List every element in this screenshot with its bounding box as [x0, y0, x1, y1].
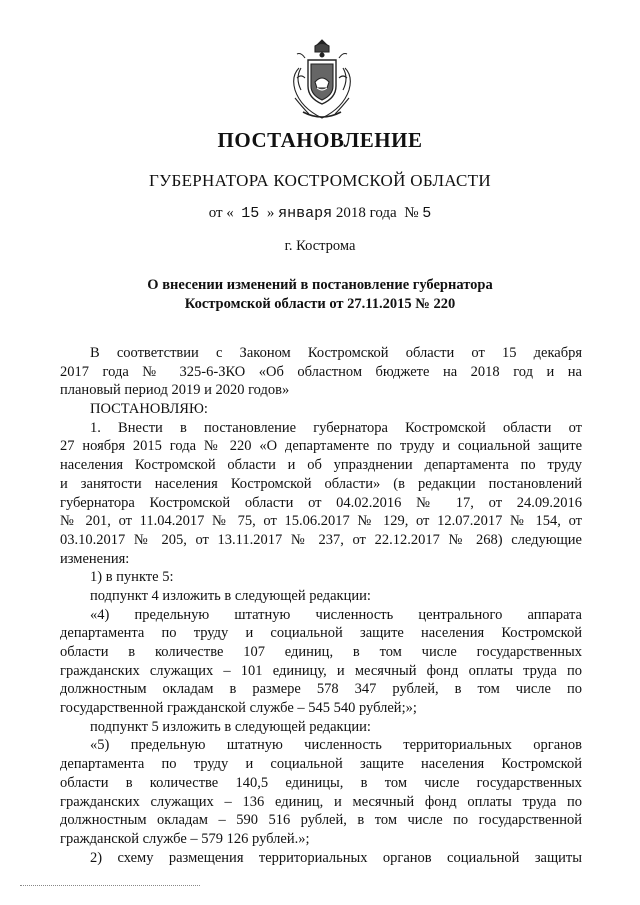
body-line: ПОСТАНОВЛЯЮ:: [90, 401, 208, 418]
date-prefix: от «: [208, 205, 234, 221]
body-line: подпункт 4 изложить в следующей редакции:: [90, 587, 371, 604]
number-prefix: №: [404, 205, 419, 221]
body-line: области в количестве 107 единиц, в том числе государственных: [60, 644, 582, 660]
body-line: департамента по труду и социальной защите населения Костромской: [60, 625, 582, 642]
body-line: гражданской службе – 579 126 рублей.»;: [60, 830, 310, 847]
body-line: должностным окладам – 590 516 рублей, в том числе по государственной: [60, 812, 582, 829]
body-line: департамента по труду и социальной защите населения Костромской: [60, 756, 582, 773]
body-line: 1. Внести в постановление губернатора Костромской области от: [90, 419, 582, 436]
subject-line: О внесении изменений в постановление губернатора: [147, 277, 493, 293]
body-line: 03.10.2017 № 205, от 13.11.2017 № 237, от 22.12.2017 № 268) следующие: [60, 531, 582, 548]
body-line: должностным окладам в размере 578 347 рублей, в том числе по: [60, 681, 582, 698]
body-line: № 201, от 11.04.2017 № 75, от 15.06.2017 № 129, от 12.07.2017 № 154, от: [60, 513, 582, 530]
date-month-separator: »: [266, 205, 275, 221]
body-line: и занятости населения Костромской области» (в редакции постановлений: [60, 475, 582, 492]
coat-of-arms-emblem: [291, 38, 353, 122]
subject-line: Костромской области от 27.11.2015 № 220: [184, 296, 456, 312]
body-line: 27 ноября 2015 года № 220 «О департаменте по труду и социальной защите: [60, 438, 582, 455]
body-line: губернатора Костромской области от 04.02.2016 № 17, от 24.09.2016: [60, 494, 582, 511]
document-title: ПОСТАНОВЛЕНИЕ: [217, 128, 423, 152]
body-line: области в количестве 140,5 единицы, в том числе государственных: [60, 774, 582, 791]
body-line: гражданских служащих – 136 единиц, и месячный фонд оплаты труда по: [60, 793, 582, 810]
document-city: г. Кострома: [284, 238, 356, 254]
document-date-line: [0, 205, 640, 222]
date-year: 2018 года: [335, 205, 397, 221]
body-line: населения Костромской области и об упразднении департамента по труду: [60, 457, 582, 474]
body-line: 1) в пункте 5:: [90, 569, 174, 586]
body-line: 2) схему размещения территориальных органов социальной защиты: [90, 849, 582, 866]
body-line: «4) предельную штатную численность центрального аппарата: [90, 606, 582, 623]
body-line: плановый период 2019 и 2020 годов»: [60, 382, 290, 399]
scan-footer-marks: [20, 885, 200, 890]
body-line: гражданских служащих – 101 единицу, и месячный фонд оплаты труда по: [60, 662, 582, 679]
document-body: [60, 344, 582, 867]
body-line: государственной гражданской службе – 545 540 рублей;»;: [60, 700, 417, 717]
date-month: января: [278, 205, 333, 222]
body-line: изменения:: [60, 550, 130, 567]
document-number: 5: [422, 205, 432, 222]
body-line: подпункт 5 изложить в следующей редакции:: [90, 718, 371, 735]
body-line: 2017 года № 325-6-ЗКО «Об областном бюджете на 2018 год и на: [60, 363, 582, 380]
body-line: В соответствии с Законом Костромской области от 15 декабря: [90, 345, 582, 361]
document-subject: [60, 276, 580, 314]
body-line: «5) предельную штатную численность территориальных органов: [90, 737, 582, 754]
document-issuer: ГУБЕРНАТОРА КОСТРОМСКОЙ ОБЛАСТИ: [149, 171, 491, 190]
date-day: 15: [241, 205, 260, 222]
